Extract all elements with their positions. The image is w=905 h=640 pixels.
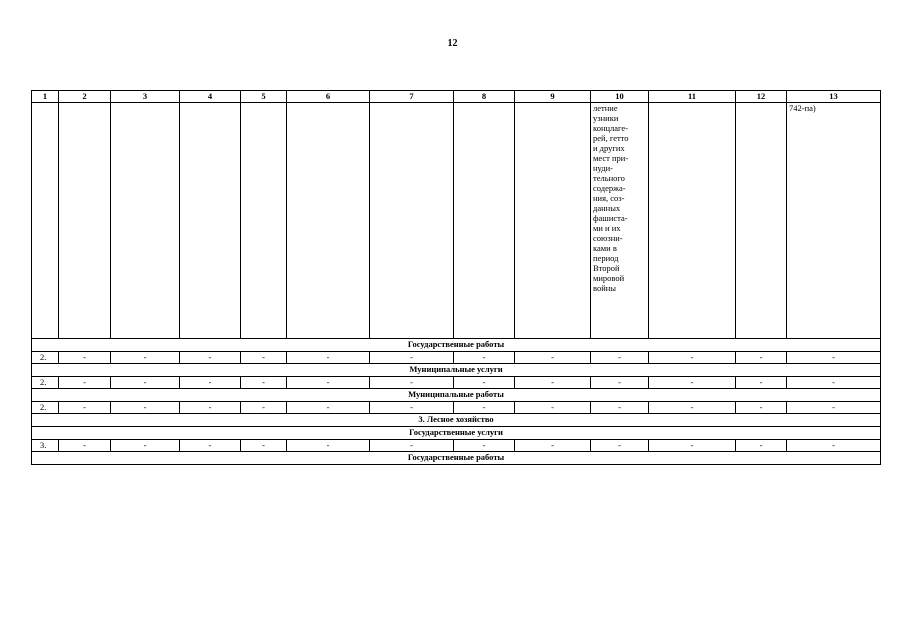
- table-cell: -: [59, 440, 111, 452]
- column-header: 13: [787, 91, 881, 103]
- section-heading: 3. Лесное хозяйство: [32, 414, 881, 427]
- table-cell: -: [241, 377, 287, 389]
- section-heading-row: [32, 364, 881, 377]
- column-header: 9: [515, 91, 591, 103]
- row-number: 2.: [32, 377, 59, 389]
- table-cell: -: [454, 402, 515, 414]
- column-header: 7: [370, 91, 454, 103]
- table-cell: -: [241, 402, 287, 414]
- table-cell: -: [787, 352, 881, 364]
- table-cell: -: [515, 440, 591, 452]
- table-cell: -: [111, 440, 180, 452]
- table-cell: -: [515, 402, 591, 414]
- table-cell: -: [454, 352, 515, 364]
- table-cell: -: [180, 402, 241, 414]
- data-table: [31, 90, 881, 465]
- table-cell: -: [736, 440, 787, 452]
- table-cell: -: [370, 402, 454, 414]
- table-cell: -: [787, 377, 881, 389]
- table-cell: -: [111, 402, 180, 414]
- table-cell: [370, 103, 454, 339]
- table-cell: -: [287, 352, 370, 364]
- row-number: 2.: [32, 352, 59, 364]
- table-row: [32, 352, 881, 364]
- table-cell: [32, 103, 59, 339]
- section-heading: Государственные работы: [32, 452, 881, 465]
- section-heading-row: [32, 339, 881, 352]
- table-cell: -: [736, 402, 787, 414]
- table-row: [32, 377, 881, 389]
- table-cell: -: [515, 352, 591, 364]
- table-cell: -: [180, 440, 241, 452]
- table-cell-col13: 742-па): [787, 103, 881, 339]
- table-cell: -: [111, 352, 180, 364]
- table-cell: [515, 103, 591, 339]
- table-cell: [454, 103, 515, 339]
- table-cell: -: [370, 352, 454, 364]
- table-cell: -: [591, 377, 649, 389]
- table-cell: -: [287, 402, 370, 414]
- table-cell: -: [736, 352, 787, 364]
- table-cell: -: [515, 377, 591, 389]
- table-cell: -: [649, 440, 736, 452]
- section-heading-row: [32, 414, 881, 427]
- table-cell: -: [59, 402, 111, 414]
- column-header: 3: [111, 91, 180, 103]
- table-cell: -: [111, 377, 180, 389]
- table-cell: -: [59, 352, 111, 364]
- table-header-row: [32, 91, 881, 103]
- table-cell: -: [370, 377, 454, 389]
- table-cell: [649, 103, 736, 339]
- table-cell: [287, 103, 370, 339]
- table-cell: [111, 103, 180, 339]
- column-header: 4: [180, 91, 241, 103]
- table-cell: -: [241, 440, 287, 452]
- table-cell: -: [649, 402, 736, 414]
- table-cell: -: [591, 352, 649, 364]
- table-cell: [241, 103, 287, 339]
- column-header: 1: [32, 91, 59, 103]
- table-cell: [180, 103, 241, 339]
- section-heading-row: [32, 452, 881, 465]
- table-row: [32, 440, 881, 452]
- table-cell: -: [59, 377, 111, 389]
- table-cell-col10: летние узники концлаге- рей, гетто и других мест при- нуди- тельного содержа- ния, соз- данных фашиста- ми и их союзни- ками в период Второй мировой войны: [591, 103, 649, 339]
- table-cell: -: [287, 440, 370, 452]
- table-cell: -: [787, 402, 881, 414]
- table-row: [32, 402, 881, 414]
- table-cell: -: [787, 440, 881, 452]
- table-cell: -: [736, 377, 787, 389]
- table-cell: [59, 103, 111, 339]
- table-cell: -: [370, 440, 454, 452]
- row-number: 2.: [32, 402, 59, 414]
- section-heading: Муниципальные услуги: [32, 364, 881, 377]
- column-header: 8: [454, 91, 515, 103]
- table-row: [32, 103, 881, 339]
- row-number: 3.: [32, 440, 59, 452]
- table-cell: -: [454, 440, 515, 452]
- section-heading: Государственные услуги: [32, 427, 881, 440]
- table-cell: -: [180, 352, 241, 364]
- column-header: 11: [649, 91, 736, 103]
- table-cell: [736, 103, 787, 339]
- table-cell: -: [241, 352, 287, 364]
- table-cell: -: [454, 377, 515, 389]
- column-header: 10: [591, 91, 649, 103]
- section-heading-row: [32, 389, 881, 402]
- table-cell: -: [591, 440, 649, 452]
- section-heading: Государственные работы: [32, 339, 881, 352]
- column-header: 5: [241, 91, 287, 103]
- table-cell: -: [180, 377, 241, 389]
- page-number: 12: [447, 38, 458, 49]
- section-heading: Муниципальные работы: [32, 389, 881, 402]
- table-cell: -: [287, 377, 370, 389]
- section-heading-row: [32, 427, 881, 440]
- column-header: 6: [287, 91, 370, 103]
- table-cell: -: [649, 377, 736, 389]
- column-header: 12: [736, 91, 787, 103]
- column-header: 2: [59, 91, 111, 103]
- table-cell: -: [649, 352, 736, 364]
- table-cell: -: [591, 402, 649, 414]
